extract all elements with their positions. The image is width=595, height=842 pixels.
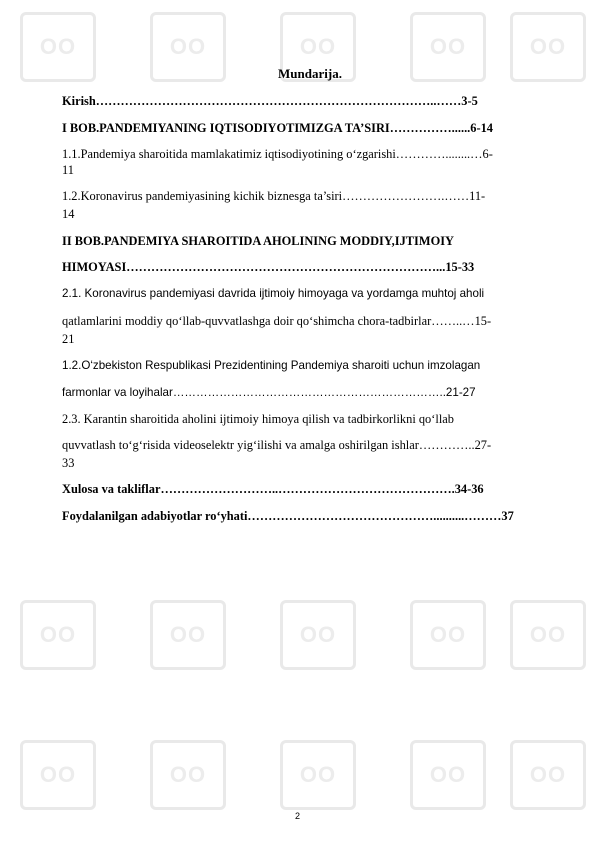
toc-title: Mundarija. bbox=[278, 66, 342, 81]
toc-entry-2-3-cont: quvvatlash to‘g‘risida videoselektr yig‘ilishi va amalga oshirilgan ishlar…………..27- bbox=[62, 438, 492, 452]
watermark-logo: OO bbox=[150, 12, 226, 82]
watermark-logo: OO bbox=[510, 12, 586, 82]
watermark-logo: OO bbox=[150, 740, 226, 810]
toc-entry-1-1-pages: 11 bbox=[62, 163, 74, 177]
toc-entry-2-3: 2.3. Karantin sharoitida aholini ijtimoiy himoya qilish va tadbirkorlikni qo‘llab bbox=[62, 412, 454, 426]
toc-entry-2-2: 1.2.O‘zbekiston Respublikasi Prezidentining Pandemiya sharoiti uchun imzolagan bbox=[62, 359, 481, 372]
toc-entry-chapter-1: I BOB.PANDEMIYANING IQTISODIYOTIMIZGA TA’SIRI……………......6-14 bbox=[62, 121, 493, 135]
watermark-logo: OO bbox=[280, 740, 356, 810]
toc-entry-1-2-pages: 14 bbox=[62, 207, 75, 221]
toc-entry-conclusion: Xulosa va takliflar………………………..…………………………………….34-36 bbox=[62, 482, 484, 496]
watermark-logo: OO bbox=[510, 740, 586, 810]
watermark-logo: OO bbox=[20, 740, 96, 810]
toc-entry-1-1: 1.1.Pandemiya sharoitida mamlakatimiz iqtisodiyotining o‘zgarishi…………........…6- bbox=[62, 147, 493, 161]
watermark-logo: OO bbox=[410, 740, 486, 810]
page-number: 2 bbox=[294, 811, 300, 821]
toc-entry-chapter-2: II BOB.PANDEMIYA SHAROITIDA AHOLINING MODDIY,IJTIMOIY bbox=[62, 234, 454, 248]
toc-entry-2-1: 2.1. Koronavirus pandemiyasi davrida ijtimoiy himoyaga va yordamga muhtoj aholi bbox=[62, 287, 485, 300]
toc-entry-2-1-pages: 21 bbox=[62, 332, 75, 346]
toc-entry-2-1-cont: qatlamlarini moddiy qo‘llab-quvvatlashga doir qo‘shimcha chora-tadbirlar……..…15- bbox=[62, 314, 492, 328]
toc-entry-1-2: 1.2.Koronavirus pandemiyasining kichik biznesga ta’siri…………………….……11- bbox=[62, 189, 486, 203]
watermark-logo: OO bbox=[20, 600, 96, 670]
toc-entry-2-3-pages: 33 bbox=[62, 456, 75, 470]
watermark-logo: OO bbox=[410, 600, 486, 670]
watermark-logo: OO bbox=[280, 12, 356, 82]
toc-entry-intro: Kirish………………………………………………………………………..……3-5 bbox=[62, 94, 478, 108]
watermark-logo: OO bbox=[510, 600, 586, 670]
watermark-logo: OO bbox=[20, 12, 96, 82]
watermark-logo: OO bbox=[150, 600, 226, 670]
watermark-logo: OO bbox=[280, 600, 356, 670]
toc-entry-references: Foydalanilgan adabiyotlar ro‘yhati………………………………………..........………37 bbox=[62, 509, 514, 523]
toc-entry-chapter-2-cont: HIMOYASI…………………………………………………………………...15-33 bbox=[62, 260, 475, 274]
toc-entry-2-2-cont: farmonlar va loyihalar……………………………………………………………..21-27 bbox=[62, 386, 476, 399]
watermark-logo: OO bbox=[410, 12, 486, 82]
